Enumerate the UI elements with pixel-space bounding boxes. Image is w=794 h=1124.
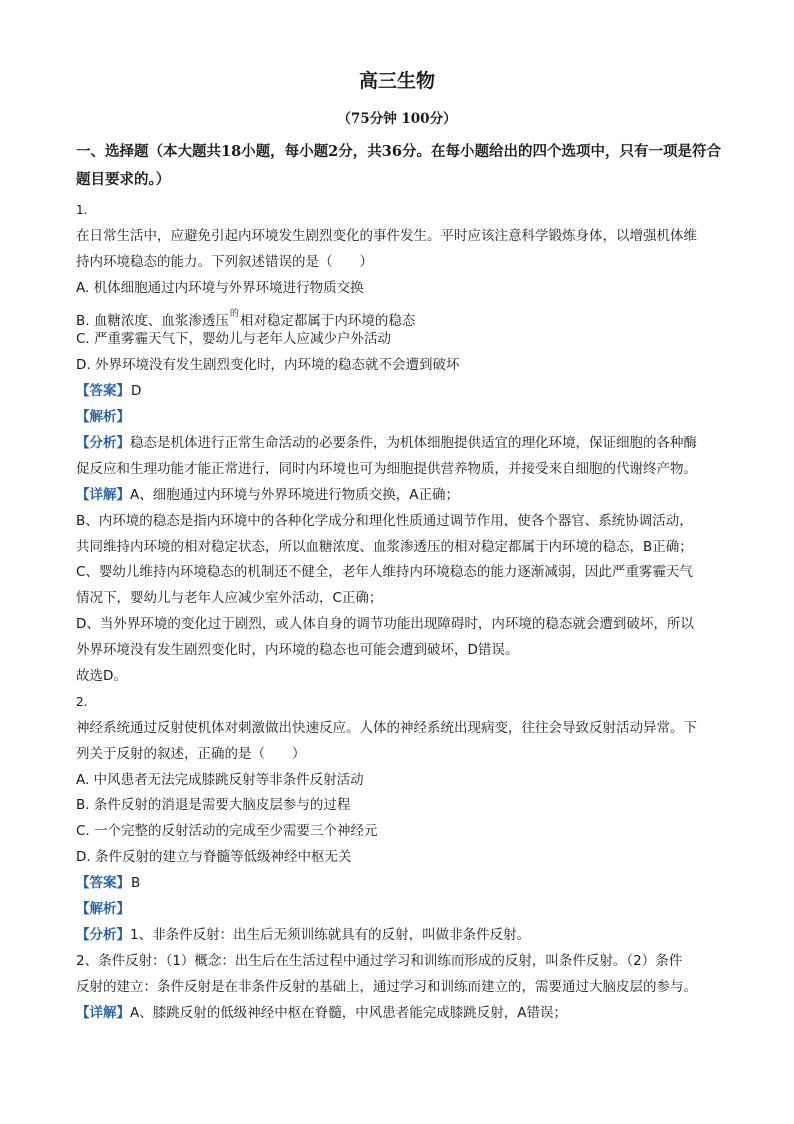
fenxi-line: 反射的建立：条件反射是在非条件反射的基础上，通过学习和训练而建立的，需要通过大脑皮层的参与。 — [76, 978, 697, 995]
answer-value: B — [131, 875, 141, 892]
question-stem-line: 持内环境稳态的能力。下列叙述错误的是（ ） — [76, 253, 373, 270]
fenxi-line — [76, 923, 726, 949]
fenxi-tag: 【分析】 — [76, 435, 130, 452]
option-d: D. 外界环境没有发生剧烈变化时，内环境的稳态就不会遭到破坏 — [76, 357, 460, 374]
detail-line: C、婴幼儿维持内环境稳态的机制还不健全，老年人维持内环境稳态的能力逐渐减弱，因此严重雾霾天气 — [76, 564, 693, 581]
detail-line: 共同维持内环境的相对稳定状态，所以血糖浓度、血浆渗透压的相对稳定都属于内环境的稳态，B正确； — [76, 538, 693, 555]
question-stem-line: 列关于反射的叙述，正确的是（ ） — [76, 745, 306, 762]
answer-value: D — [131, 383, 142, 400]
answer-tag: 【答案】 — [76, 875, 130, 892]
question-number: 1. — [76, 203, 88, 217]
answer-line — [76, 871, 726, 897]
option-a: A. 中风患者无法完成膝跳反射等非条件反射活动 — [76, 771, 364, 788]
option-d: D. 条件反射的建立与脊髓等低级神经中枢无关 — [76, 849, 352, 866]
fenxi-line — [76, 431, 726, 457]
detail-line: 外界环境没有发生剧烈变化时，内环境的稳态也可能会遭到破坏，D错误。 — [76, 642, 519, 659]
detail-line: D、当外界环境的变化过于剧烈，或人体自身的调节功能出现障碍时，内环境的稳态就会遭到破坏，所以 — [76, 616, 694, 633]
fenxi-line: 2、条件反射：（1）概念：出生后在生活过程中通过学习和训练而形成的反射，叫条件反射。（2）条件 — [76, 952, 683, 969]
option-b-text: 相对稳定都属于内环境的稳态 — [239, 312, 416, 329]
option-b: B. 条件反射的消退是需要大脑皮层参与的过程 — [76, 797, 351, 814]
analysis-line — [76, 405, 726, 431]
analysis-tag: 【解析】 — [76, 901, 130, 918]
option-b-superscript: 的 — [229, 308, 239, 319]
conclusion-line: 故选D。 — [76, 668, 127, 685]
answer-tag: 【答案】 — [76, 383, 130, 400]
detail-line — [76, 1001, 726, 1027]
fenxi-line: 促反应和生理功能才能正常进行，同时内环境也可为细胞提供营养物质，并接受来自细胞的代谢终产物。 — [76, 460, 697, 477]
option-b-text: B. 血糖浓度、血浆渗透压 — [76, 312, 229, 329]
fenxi-tag: 【分析】 — [76, 926, 130, 943]
detail-line — [76, 483, 726, 509]
analysis-line — [76, 897, 726, 923]
detail-text: A、膝跳反射的低级神经中枢在脊髓，中风患者能完成膝跳反射，A错误； — [130, 1004, 567, 1021]
detail-line: B、内环境的稳态是指内环境中的各种化学成分和理化性质通过调节作用，使各个器官、系统协调活动， — [76, 512, 693, 529]
detail-line: 情况下，婴幼儿与老年人应减少室外活动，C正确； — [76, 590, 383, 607]
answer-line — [76, 379, 726, 405]
option-a: A. 机体细胞通过内环境与外界环境进行物质交换 — [76, 279, 364, 296]
option-c: C. 严重雾霾天气下，婴幼儿与老年人应减少户外活动 — [76, 331, 392, 348]
detail-tag: 【详解】 — [76, 1004, 130, 1021]
question-stem-line: 神经系统通过反射使机体对刺激做出快速反应。人体的神经系统出现病变，往往会导致反射活动异常。下 — [76, 719, 697, 736]
questions-body — [76, 198, 726, 1027]
question-stem-line: 在日常生活中，应避免引起内环境发生剧烈变化的事件发生。平时应该注意科学锻炼身体，以增强机体维 — [76, 227, 697, 244]
detail-tag: 【详解】 — [76, 486, 130, 503]
fenxi-text: 1、非条件反射：出生后无须训练就具有的反射，叫做非条件反射。 — [130, 926, 531, 943]
question-number: 2. — [76, 694, 88, 709]
section-heading: 一、选择题（本大题共18小题，每小题2分，共36分。在每小题给出的四个选项中，只有一项是符合题目要求的。） — [76, 143, 721, 188]
option-b — [76, 302, 726, 328]
exam-duration-score: （75分钟 100分） — [337, 111, 457, 127]
page-title: 高三生物 — [358, 70, 435, 92]
option-c: C. 一个完整的反射活动的完成至少需要三个神经元 — [76, 823, 378, 840]
detail-text: A、细胞通过内环境与外界环境进行物质交换，A正确； — [130, 486, 459, 503]
fenxi-text: 稳态是机体进行正常生命活动的必要条件，为机体细胞提供适宜的理化环境，保证细胞的各种酶 — [130, 435, 697, 452]
analysis-tag: 【解析】 — [76, 409, 130, 426]
